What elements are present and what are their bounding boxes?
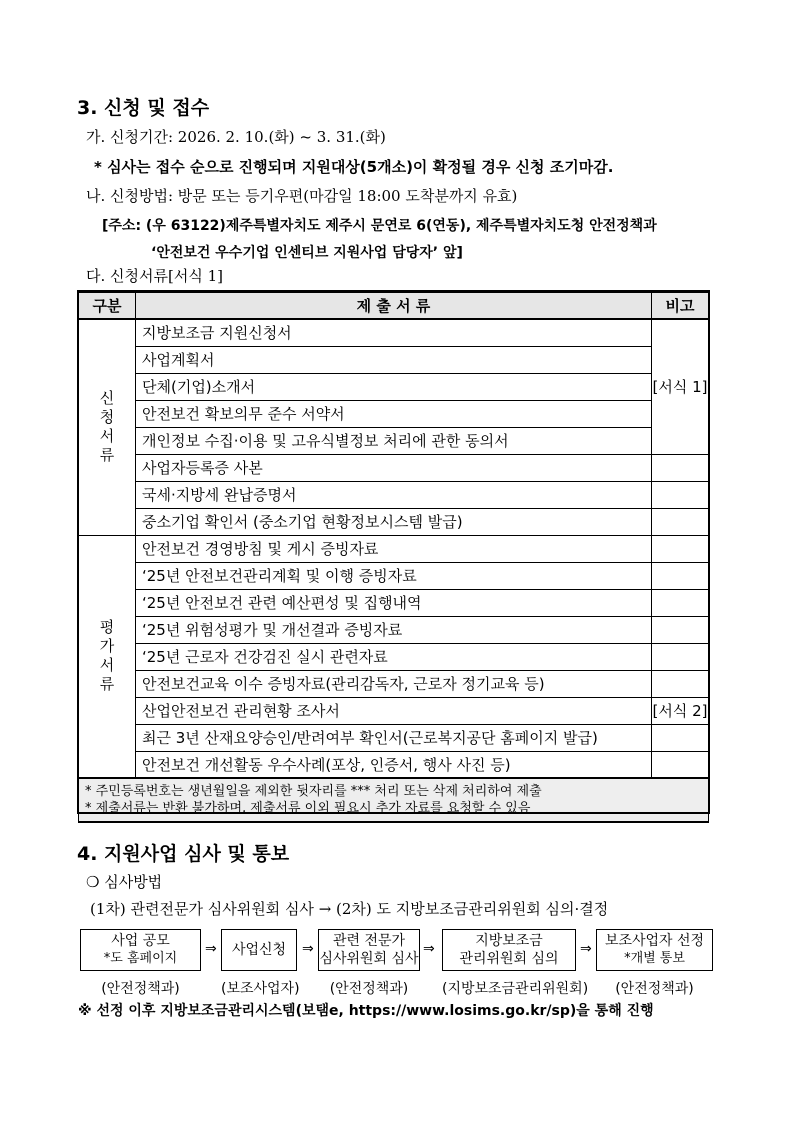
document-item: 국세·지방세 완납증명서 xyxy=(136,481,652,508)
document-item: 개인정보 수집·이용 및 고유식별정보 처리에 관한 동의서 xyxy=(136,427,652,454)
document-item: 사업자등록증 사본 xyxy=(136,454,652,481)
flow-step-title: 관련 전문가 xyxy=(332,933,406,949)
group1-note: [서식 1] xyxy=(652,319,709,454)
group1-label-char: 청 xyxy=(99,408,115,427)
note-cell xyxy=(652,508,709,535)
note-cell xyxy=(652,751,709,778)
note-cell xyxy=(652,589,709,616)
flow-step-department: (안전정책과) xyxy=(329,981,409,997)
flow-step-subtitle: 심사위원회 심사 xyxy=(319,951,419,967)
table-row xyxy=(79,616,709,643)
flow-step-title: 사업신청 xyxy=(231,942,287,958)
note-cell xyxy=(652,562,709,589)
flow-step-subtitle: *도 홈페이지 xyxy=(103,951,178,966)
table-row xyxy=(79,319,709,346)
group1-label-char: 류 xyxy=(99,446,115,465)
review-process: (1차) 관련전문가 심사위원회 심사 → (2차) 도 지방보조금관리위원회 심의·결정 xyxy=(90,900,609,918)
address-line1: [주소: (우 63122)제주특별자치도 제주시 문연로 6(연동), 제주특별자치도청 안전정책과 xyxy=(102,218,657,234)
table-row xyxy=(79,427,709,454)
document-item: 최근 3년 산재요양승인/반려여부 확인서(근로복지공단 홈페이지 발급) xyxy=(136,724,652,751)
table-row xyxy=(79,589,709,616)
document-item: 안전보건 개선활동 우수사례(포상, 인증서, 행사 사진 등) xyxy=(136,751,652,778)
group1-label xyxy=(79,319,136,535)
table-row xyxy=(79,508,709,535)
flow-step-subtitle: 관리위원회 심의 xyxy=(459,951,559,967)
document-item: ‘25년 안전보건관리계획 및 이행 증빙자료 xyxy=(136,562,652,589)
flow-arrow-icon: ⇒ xyxy=(205,941,217,957)
table-row xyxy=(79,670,709,697)
flow-step-box xyxy=(318,929,420,971)
group2-label-char: 가 xyxy=(99,637,115,656)
flow-step-department: (안전정책과) xyxy=(101,981,180,997)
note-cell xyxy=(652,643,709,670)
document-item: ‘25년 위험성평가 및 개선결과 증빙자료 xyxy=(136,616,652,643)
note-cell xyxy=(652,670,709,697)
group2-label xyxy=(79,535,136,778)
table-row xyxy=(79,373,709,400)
final-note: ※ 선정 이후 지방보조금관리시스템(보탬e, https://www.losims.go.kr/sp)을 통해 진행 xyxy=(78,1003,654,1019)
application-period: 가. 신청기간: 2026. 2. 10.(화) ~ 3. 31.(화) xyxy=(86,128,386,146)
group1-label-char: 서 xyxy=(99,427,115,446)
flow-step-box xyxy=(596,929,713,971)
footnote1: * 주민등록번호는 생년월일을 제외한 뒷자리를 *** 처리 또는 삭제 처리하여 제출 xyxy=(85,784,542,799)
section3-title: 3. 신청 및 접수 xyxy=(77,97,210,119)
document-item: ‘25년 안전보건 관련 예산편성 및 집행내역 xyxy=(136,589,652,616)
table-row xyxy=(79,724,709,751)
document-item: 사업계획서 xyxy=(136,346,652,373)
flow-arrow-icon: ⇒ xyxy=(580,941,592,957)
flow-step-box xyxy=(221,929,297,971)
documents-table xyxy=(78,291,709,823)
application-method: 나. 신청방법: 방문 또는 등기우편(마감일 18:00 도착분까지 유효) xyxy=(86,187,518,205)
table-row xyxy=(79,643,709,670)
group2-label-char: 류 xyxy=(99,675,115,694)
note-cell xyxy=(652,535,709,562)
note-cell xyxy=(652,454,709,481)
note-cell xyxy=(652,724,709,751)
flow-step-box xyxy=(442,929,576,971)
flow-arrow-icon: ⇒ xyxy=(423,941,435,957)
flow-step-title: 지방보조금 xyxy=(475,933,543,949)
document-item: 안전보건 경영방침 및 게시 증빙자료 xyxy=(136,535,652,562)
document-item: 단체(기업)소개서 xyxy=(136,373,652,400)
table-row xyxy=(79,751,709,778)
header-documents: 제 출 서 류 xyxy=(136,292,652,319)
table-row xyxy=(79,562,709,589)
flow-step-box xyxy=(80,929,201,971)
group2-label-char: 서 xyxy=(99,656,115,675)
flow-arrow-icon: ⇒ xyxy=(302,941,314,957)
note-cell xyxy=(652,481,709,508)
flow-step-title: 보조사업자 선정 xyxy=(604,933,705,949)
flow-step-subtitle: *개별 통보 xyxy=(624,951,685,966)
flow-step-department: (보조사업자) xyxy=(221,981,300,997)
address-line2: ‘안전보건 우수기업 인센티브 지원사업 담당자’ 앞] xyxy=(151,245,463,261)
flow-step-title: 사업 공모 xyxy=(111,933,170,949)
note-cell xyxy=(652,616,709,643)
group1-label-char: 신 xyxy=(99,389,115,408)
section4-title: 4. 지원사업 심사 및 통보 xyxy=(77,843,290,865)
table-row xyxy=(79,454,709,481)
table-row xyxy=(79,535,709,562)
table-row xyxy=(79,697,709,724)
review-method-bullet: ❍ 심사방법 xyxy=(86,873,163,891)
table-footnotes xyxy=(79,778,709,822)
document-item: 안전보건 확보의무 준수 서약서 xyxy=(136,400,652,427)
document-item: 산업안전보건 관리현황 조사서 xyxy=(136,697,652,724)
group2-note: [서식 2] xyxy=(652,697,709,724)
table-row xyxy=(79,400,709,427)
header-note: 비고 xyxy=(652,292,709,319)
document-item: 중소기업 확인서 (중소기업 현황정보시스템 발급) xyxy=(136,508,652,535)
group2-label-char: 평 xyxy=(99,618,115,637)
document-item: ‘25년 근로자 건강검진 실시 관련자료 xyxy=(136,643,652,670)
header-category: 구분 xyxy=(79,292,136,319)
document-item: 지방보조금 지원신청서 xyxy=(136,319,652,346)
flow-step-department: (지방보조금관리위원회) xyxy=(442,981,589,997)
document-item: 안전보건교육 이수 증빙자료(관리감독자, 근로자 정기교육 등) xyxy=(136,670,652,697)
table-row xyxy=(79,481,709,508)
period-note: * 심사는 접수 순으로 진행되며 지원대상(5개소)이 확정될 경우 신청 조기마감. xyxy=(94,158,614,176)
footnote2: * 제출서류는 반환 불가하며, 제출서류 이외 필요시 추가 자료를 요청할 수 있음 xyxy=(85,801,531,816)
table-row xyxy=(79,346,709,373)
flow-step-department: (안전정책과) xyxy=(615,981,694,997)
docs-label: 다. 신청서류[서식 1] xyxy=(86,267,223,285)
